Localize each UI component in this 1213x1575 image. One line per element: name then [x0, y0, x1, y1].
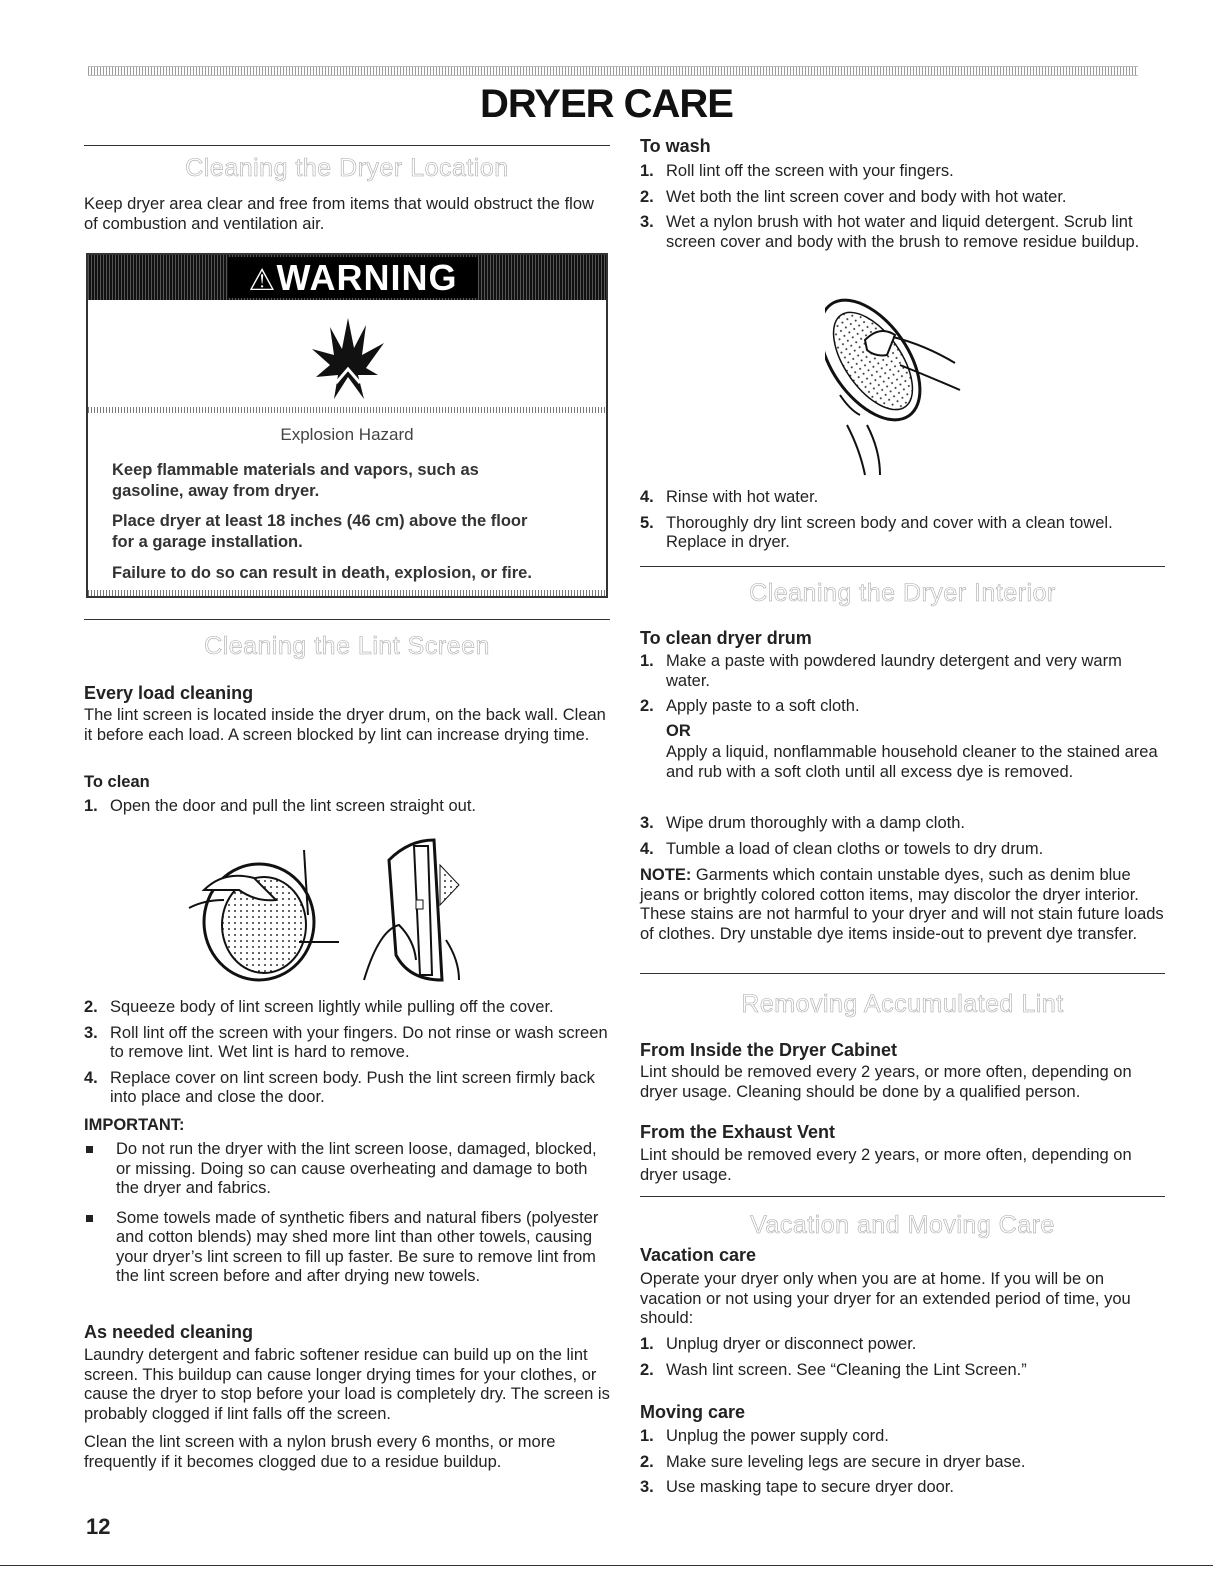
note-paragraph: NOTE: Garments which contain unstable dyes, such as denim blue jeans or brightly colored cotton items, may discolor the dryer interior. These stains are not harmful to your dryer and will not stain future loads of clothes. Dry unstable dye items inside-out to prevent dye transfer. [640, 866, 1164, 943]
drum-step-list [640, 652, 1165, 719]
section-rule [84, 619, 610, 620]
list-item: 1. Open the door and pull the lint screen straight out. [84, 797, 476, 815]
page-title: DRYER CARE [480, 82, 733, 126]
list-item: 3. Use masking tape to secure dryer door. [640, 1478, 954, 1496]
list-item: 4. Replace cover on lint screen body. Push the lint screen firmly back into place and close the door. [84, 1068, 595, 1106]
moving-step-list [640, 1427, 1165, 1504]
warning-line: for a garage installation. [112, 533, 303, 551]
bullet-icon [86, 1215, 93, 1222]
lint-screen-removal-illustration [184, 830, 514, 990]
note-label: NOTE: [640, 866, 692, 884]
lint-step-list-1 [84, 797, 610, 823]
list-item: 2. Wet both the lint screen cover and body with hot water. [640, 187, 1067, 206]
cabinet-heading: From Inside the Dryer Cabinet [640, 1040, 898, 1060]
list-item: 4. Rinse with hot water. [640, 488, 819, 506]
warning-line: Keep flammable materials and vapors, such as [112, 461, 479, 479]
section-rule [84, 145, 610, 146]
top-decorative-rule [88, 66, 1138, 76]
section-title-lint-screen: Cleaning the Lint Screen [204, 632, 490, 660]
list-item: 1. Unplug dryer or disconnect power. [640, 1335, 917, 1353]
vent-heading: From the Exhaust Vent [640, 1122, 836, 1142]
warning-box [86, 253, 608, 598]
vacation-body: Operate your dryer only when you are at home. If you will be on vacation or not using your dryer for an extended period of time, you should: [640, 1270, 1131, 1327]
drum-heading: To clean dryer drum [640, 628, 812, 648]
warning-divider [88, 407, 606, 413]
list-item: 4. Tumble a load of clean cloths or towels to dry drum. [640, 839, 1044, 858]
warning-line: Failure to do so can result in death, explosion, or fire. [112, 564, 532, 582]
lint-step-list-2 [84, 998, 610, 1114]
list-item: 2. Apply paste to a soft cloth. [640, 697, 860, 715]
lint-screen-scrubbing-illustration [825, 285, 975, 480]
explosion-hazard-icon [308, 313, 388, 403]
list-item: 3. Wipe drum thoroughly with a damp cloth. [640, 814, 965, 832]
list-item: 2. Squeeze body of lint screen lightly while pulling off the cover. [84, 998, 554, 1016]
warning-line: Place dryer at least 18 inches (46 cm) above the floor [112, 512, 528, 530]
vent-body: Lint should be removed every 2 years, or more often, depending on dryer usage. [640, 1146, 1132, 1184]
section-rule [640, 973, 1165, 974]
section-title-location: Cleaning the Dryer Location [185, 154, 509, 182]
as-needed-heading: As needed cleaning [84, 1322, 254, 1342]
or-text: Apply a liquid, nonflammable household cleaner to the stained area and rub with a soft cloth until all excess dye is removed. [666, 743, 1158, 781]
list-item: 2. Make sure leveling legs are secure in dryer base. [640, 1452, 1026, 1471]
list-item: 5. Thoroughly dry lint screen body and cover with a clean towel. Replace in dryer. [640, 513, 1113, 551]
or-label: OR [666, 722, 691, 740]
wash-step-list-2 [640, 488, 1165, 559]
warning-label: ⚠WARNING [228, 257, 478, 298]
warning-header [88, 255, 606, 300]
vacation-step-list [640, 1335, 1165, 1386]
drum-step-list-2 [640, 814, 1165, 865]
section-rule [640, 566, 1165, 567]
list-item: 3. Roll lint off the screen with your fingers. Do not rinse or wash screen to remove lint. Wet lint is hard to remove. [84, 1023, 608, 1061]
as-needed-body: Clean the lint screen with a nylon brush every 6 months, or more frequently if it becomes clogged due to a residue buildup. [84, 1433, 556, 1471]
vacation-heading: Vacation care [640, 1245, 757, 1265]
page-number: 12 [86, 1514, 111, 1539]
bottom-rule [0, 1565, 1213, 1566]
every-load-heading: Every load cleaning [84, 683, 254, 703]
warning-line: gasoline, away from dryer. [112, 482, 320, 500]
list-item: 1. Roll lint off the screen with your fingers. [640, 162, 954, 180]
list-item: Do not run the dryer with the lint screen loose, damaged, blocked, or missing. Doing so can cause overheating and damage to both the dryer and fabrics. [84, 1140, 610, 1199]
hazard-name: Explosion Hazard [280, 425, 414, 444]
to-wash-heading: To wash [640, 136, 711, 156]
section-title-lint-removal: Removing Accumulated Lint [741, 990, 1064, 1018]
to-clean-heading: To clean [84, 773, 150, 791]
moving-heading: Moving care [640, 1402, 746, 1422]
list-item: 1. Make a paste with powdered laundry detergent and very warm water. [640, 652, 1122, 690]
important-heading: IMPORTANT: [84, 1116, 185, 1134]
cabinet-body: Lint should be removed every 2 years, or more often, depending on dryer usage. Cleaning should be done by a qualified person. [640, 1063, 1132, 1101]
list-item: Some towels made of synthetic fibers and natural fibers (polyester and cotton blends) may shed more lint than other towels, causing your dryer’s lint screen to fill up faster. Be sure to remove lint from the lint screen before and after drying new towels. [84, 1209, 610, 1287]
bullet-icon [86, 1146, 93, 1153]
list-item: 3. Wet a nylon brush with hot water and liquid detergent. Scrub lint screen cover and body with the brush to remove residue buildup. [640, 213, 1140, 251]
as-needed-body: Laundry detergent and fabric softener residue can build up on the lint screen. This buildup can cause longer drying times for your clothes, or cause the dryer to stop before your load is completely dry. The screen is probably clogged if lint falls off the screen. [84, 1346, 610, 1423]
list-item: 1. Unplug the power supply cord. [640, 1427, 889, 1445]
warning-bottom-border [88, 590, 606, 596]
important-bullets [84, 1140, 610, 1297]
wash-step-list-1 [640, 162, 1165, 258]
section-rule [640, 1196, 1165, 1197]
warning-triangle-icon: ⚠ [248, 264, 277, 297]
section-title-vacation: Vacation and Moving Care [750, 1211, 1055, 1239]
location-body: Keep dryer area clear and free from items that would obstruct the flow of combustion and ventilation air. [84, 195, 594, 233]
every-load-body: The lint screen is located inside the dryer drum, on the back wall. Clean it before each load. A screen blocked by lint can increase drying time. [84, 706, 606, 744]
list-item: 2. Wash lint screen. See “Cleaning the Lint Screen.” [640, 1360, 1027, 1379]
section-title-interior: Cleaning the Dryer Interior [749, 579, 1056, 607]
